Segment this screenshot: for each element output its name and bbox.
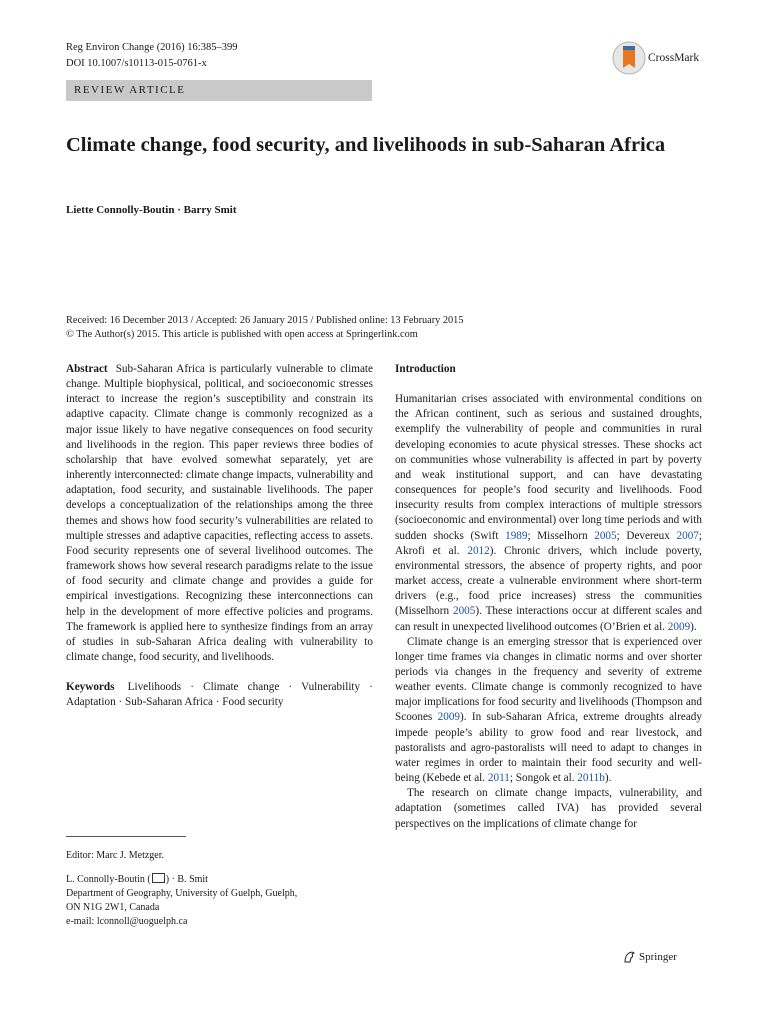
- citation-link[interactable]: 2011b: [577, 772, 605, 785]
- right-column: [395, 362, 702, 832]
- department: Department of Geography, University of Guelph, Guelph,: [66, 888, 298, 899]
- keywords: [66, 680, 373, 710]
- article-title: Climate change, food security, and livelihoods in sub-Saharan Africa: [66, 134, 666, 156]
- author-affiliation: [66, 872, 366, 929]
- text-run: ; Devereux: [616, 529, 677, 542]
- text-run: ). In sub-Saharan Africa, extreme droughts already impede people’s ability to grow food and rear livestock, and pastoralists and agro-pastoralists will need to adapt to changes in water regimes in order to maintain their food security and well-being (Kebede et al.: [395, 711, 702, 785]
- keywords-text: Livelihoods · Climate change · Vulnerability · Adaptation · Sub-Saharan Africa · Food security: [66, 681, 374, 709]
- journal-citation: Reg Environ Change (2016) 16:385–399: [66, 42, 238, 53]
- text-run: ; Misselhorn: [527, 529, 595, 542]
- text-run: ; Akrofi et al.: [395, 529, 702, 557]
- intro-paragraph-2: [395, 635, 702, 787]
- text-run: ; Songok et al.: [509, 772, 578, 785]
- doi: DOI 10.1007/s10113-015-0761-x: [66, 58, 207, 69]
- crossmark-icon: [612, 40, 646, 76]
- journal-reference: [66, 40, 237, 72]
- springer-horse-icon: [622, 950, 636, 964]
- text-run: Humanitarian crises associated with environmental conditions on the African continent, such as serious and sustained droughts, exemplify the vulnerability of people and communities in rural developing economies to acute physical stresses. These shocks act on communities whose vulnerability is affected in part by poverty and weak institutional support, and can have devastating consequences for people’s food security and livelihoods. Food insecurity results from complex interactions of multiple stressors (socioeconomic and environmental) over long time periods and with sudden shocks (Swift: [395, 393, 702, 542]
- citation-link[interactable]: 2009: [667, 620, 691, 633]
- keywords-label: Keywords: [66, 681, 115, 694]
- text-run: Climate change is an emerging stressor that is experienced over longer time frames via changes in climatic norms and over shorter periods via changes in the frequency and severity of extreme weather events. Climate change is commonly recognized to have major implications for food security and livelihoods (Thompson and Scoones: [395, 635, 702, 724]
- publisher-logo: [622, 950, 677, 964]
- footnote-divider: [66, 836, 186, 837]
- abstract-text: Sub-Saharan Africa is particularly vulnerable to climate change. Multiple biophysical, political, and socioeconomic stresses interact to increase the region’s susceptibility and constrain its adaptive capacity. Climate change is commonly recognized as a major issue likely to have negative consequences on food security and livelihoods in the region. This paper reviews three bodies of scholarship that have evolved somewhat separately, yet are inherently interconnected: climate change impacts, vulnerability and adaptation, food security, and sustainable livelihoods. The paper develops a conceptualization of the relationships among the three themes and shows how food security’s vulnerabilities are related to multiple stresses and adaptive capacities, reflecting access to assets. Food security represents one of several livelihood outcomes. The framework shows how several research paradigms relate to the issue of food security and climate change and provides a guide for empirical investigations. Recognizing these interconnections can help in the development of more effective policies and programs. The framework is applied here to synthesize findings from an array of studies in sub-Saharan Africa dealing with vulnerability to climate change, food security, and livelihoods.: [66, 363, 374, 663]
- address: ON N1G 2W1, Canada: [66, 902, 160, 913]
- author-list: Liette Connolly-Boutin · Barry Smit: [66, 204, 237, 216]
- abstract-label: Abstract: [66, 363, 108, 375]
- text-run: L. Connolly-Boutin (: [66, 874, 151, 885]
- citation-link[interactable]: 2011: [487, 772, 510, 785]
- section-heading-introduction: Introduction: [395, 363, 456, 375]
- publication-dates: [66, 314, 706, 342]
- left-column: [66, 362, 373, 710]
- citation-link[interactable]: 2005: [594, 529, 617, 542]
- text-run: ) · B. Smit: [165, 874, 208, 885]
- crossmark-badge[interactable]: [612, 40, 704, 76]
- text-run: ). Chronic drivers, which include poverty, environmental stressors, the absence of property rights, and poor market access, create a vulnerable environment where short-term drivers (e.g., food price increases) stress the communities (Misselhorn: [395, 544, 702, 618]
- copyright-line: © The Author(s) 2015. This article is published with open access at Springerlink.com: [66, 329, 418, 340]
- corresponding-author: [66, 872, 366, 887]
- citation-link[interactable]: 2007: [676, 529, 699, 542]
- text-run: ).: [604, 772, 612, 785]
- citation-link[interactable]: 2005: [452, 605, 476, 618]
- editor-note: Editor: Marc J. Metzger.: [66, 850, 165, 861]
- citation-link[interactable]: 1989: [505, 529, 528, 542]
- intro-paragraph-3: The research on climate change impacts, vulnerability, and adaptation (sometimes called IVA) has provided several perspectives on the implications of climate change for: [395, 787, 702, 830]
- citation-link[interactable]: 2012: [467, 544, 490, 557]
- article-type-banner: REVIEW ARTICLE: [66, 80, 372, 101]
- text-run: ).: [690, 620, 697, 633]
- crossmark-label: CrossMark: [648, 52, 700, 64]
- dates-line: Received: 16 December 2013 / Accepted: 26 January 2015 / Published online: 13 February 2015: [66, 315, 464, 326]
- intro-paragraph-1: [395, 392, 702, 635]
- citation-link[interactable]: 2009: [437, 711, 460, 724]
- email[interactable]: e-mail: lconnoll@uoguelph.ca: [66, 916, 188, 927]
- abstract: [66, 362, 373, 665]
- text-run: ). These interactions occur at different scales and can result in unexpected livelihood outcomes (O’Brien et al.: [395, 605, 702, 633]
- envelope-icon: [152, 873, 165, 883]
- publisher-name: Springer: [639, 951, 677, 963]
